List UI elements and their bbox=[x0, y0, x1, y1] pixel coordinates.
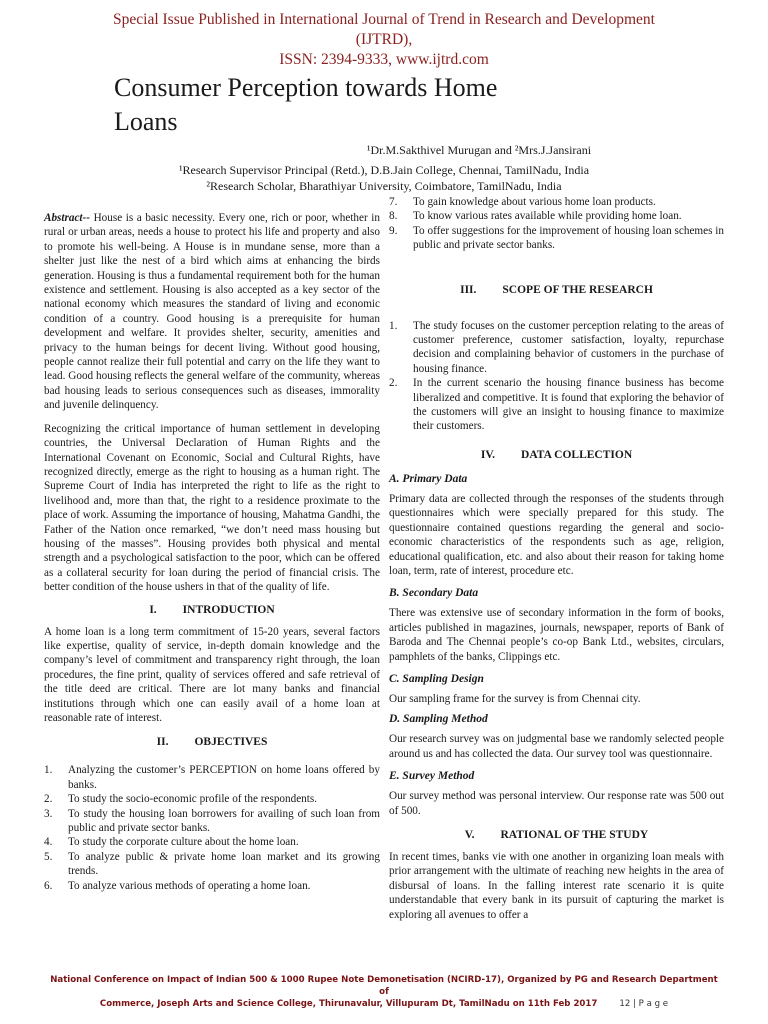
item-text: Analyzing the customer’s PERCEPTION on home loans offered by banks. bbox=[68, 764, 380, 791]
item-number: 7. bbox=[389, 196, 398, 208]
affiliation-1: ¹Research Supervisor Principal (Retd.), D.B.Jain College, Chennai, TamilNadu, India bbox=[178, 163, 590, 177]
item-number: 9. bbox=[389, 224, 398, 237]
list-item bbox=[44, 792, 380, 806]
section-number: III. bbox=[460, 283, 477, 296]
item-text: To study the housing loan borrowers for availing of such loan from public and private sector banks. bbox=[68, 807, 380, 835]
left-column bbox=[44, 211, 380, 893]
scope-list bbox=[389, 319, 724, 434]
section-heading-rational bbox=[389, 828, 724, 842]
paper-title-line-1: Consumer Perception towards Home bbox=[114, 73, 498, 102]
abstract bbox=[44, 211, 380, 413]
journal-header-line-3: ISSN: 2394-9333, www.ijtrd.com bbox=[279, 51, 489, 68]
subheading-survey-method: E. Survey Method bbox=[389, 770, 475, 783]
affiliation-2: ²Research Scholar, Bharathiyar University, Coimbatore, TamilNadu, India bbox=[206, 179, 562, 193]
item-number: 2. bbox=[44, 793, 53, 806]
subheading-sampling-design: C. Sampling Design bbox=[389, 672, 484, 685]
footer-line-2: of bbox=[379, 987, 389, 997]
list-item bbox=[44, 879, 380, 893]
item-text: To gain knowledge about various home loan products. bbox=[413, 196, 656, 208]
section-title: OBJECTIVES bbox=[194, 736, 268, 749]
journal-header-line-2: (IJTRD), bbox=[355, 31, 413, 48]
rational-text: In recent times, banks vie with one another in organizing loan meals with prior arrangement with the ultimate of reaching new heights in the area of disbursal of loans. In the falling interest rate scenario it is quite understandable that every bank in its pursuit of capturing the market is exploring all avenues to offer a bbox=[389, 850, 724, 921]
list-item bbox=[389, 224, 724, 253]
item-text: To offer suggestions for the improvement of housing loan schemes in public and private sector banks. bbox=[413, 224, 724, 252]
section-title: SCOPE OF THE RESEARCH bbox=[502, 283, 653, 296]
section-title: INTRODUCTION bbox=[182, 603, 275, 616]
paper-title-line-2: Loans bbox=[114, 107, 178, 136]
section-heading-introduction bbox=[44, 603, 380, 617]
item-text: In the current scenario the housing finance business has become liberalized and competitive. It is found that exploring the behavior of the customers will give an insight to housing finance to maximize their customers. bbox=[413, 377, 724, 433]
item-text: To study the socio-economic profile of the respondents. bbox=[68, 793, 318, 806]
section-number: I. bbox=[149, 603, 157, 616]
survey-method-text: Our survey method was personal interview. Our response rate was 500 out of 500. bbox=[389, 790, 724, 817]
primary-data-text: Primary data are collected through the responses of the students through questionnaires which were specially prepared for this study. The questionnaire contained questions regarding the general and socio-economic characteristics of the respondents such as age, religion, educational qualification, etc. and also about their reason for taking home loan, term, rate of interest, procedure etc. bbox=[389, 492, 724, 577]
list-item bbox=[44, 835, 380, 849]
list-item bbox=[389, 319, 724, 377]
secondary-data-text: There was extensive use of secondary information in the form of books, articles published in magazines, journals, newspaper, reports of Bank of Baroda and The Chennai people’s co-op Bank Ltd., websites, circulars, pamphlets of the banks, Clippings etc. bbox=[389, 607, 724, 663]
journal-header-line-1: Special Issue Published in International Journal of Trend in Research and Development bbox=[113, 11, 655, 28]
sampling-method-text: Our research survey was on judgmental base we randomly selected people around us and has collected the data. Our survey tool was questionnaire. bbox=[389, 733, 724, 760]
list-item bbox=[389, 376, 724, 434]
item-number: 3. bbox=[44, 807, 53, 820]
page-number: 12 | P a g e bbox=[619, 999, 669, 1009]
section-title: DATA COLLECTION bbox=[521, 448, 633, 461]
item-text: To analyze various methods of operating a home loan. bbox=[68, 879, 311, 892]
item-text: To study the corporate culture about the home loan. bbox=[68, 836, 299, 849]
item-number: 2. bbox=[389, 377, 398, 390]
footer-venue: Commerce, Joseph Arts and Science College, Thirunavalur, Villupuram Dt, TamilNadu on 11th Feb 2017 bbox=[99, 999, 598, 1009]
footer-line-1: National Conference on Impact of Indian 500 & 1000 Rupee Note Demonetisation (NCIRD-17), Organized by PG and Research Department bbox=[50, 975, 718, 985]
section-number: II. bbox=[156, 736, 169, 749]
section-number: IV. bbox=[480, 448, 496, 461]
item-number: 1. bbox=[389, 319, 398, 332]
abstract-text: House is a basic necessity. Every one, rich or poor, whether in rural or urban areas, needs a house to protect his life and property and also to promote his well-being. A House is in mundane sense, more than a shelter just like the nest of a bird which aims at enhancing the birds generation. Housing is thus a fundamental requirement both for the human existence and settlement. Housing is also accepted as a key sector of the national economy which measures the standard of living and economic condition of a country. Good housing is a prerequisite for human development and welfare. It provides shelter, security, amenities and privacy to the human beings for decent living. Without good housing, people cannot realize their full potential and carry on the life they want to lead. Good housing reflects the general welfare of the community, whereas bad housing leads to serious consequences such as diseases, immorality and juvenile delinquency. bbox=[44, 212, 380, 412]
abstract-paragraph-2: Recognizing the critical importance of human settlement in developing countries, the Universal Declaration of Human Rights and the International Covenant on Economic, Social and Cultural Rights, have recognized directly, emerge as the right to housing as a human right. The Supreme Court of India has interpreted the right to life as the right to livelihood and, more than that, the right to a residence proximate to the place of work. Assuming the importance of housing, Mahatma Gandhi, the Father of the Nation once remarked, “we don’t need mass housing but housing of the masses”. Housing provides both physical and mental strength and a psychological satisfaction to the poor, which can be offered as a collateral security for loan during the period of financial crisis. The better condition of the house ushers in that of the quality of life. bbox=[44, 422, 380, 594]
item-number: 1. bbox=[44, 764, 53, 777]
subheading-primary-data: A. Primary Data bbox=[389, 472, 468, 485]
item-number: 8. bbox=[389, 210, 398, 223]
subheading-sampling-method: D. Sampling Method bbox=[389, 713, 488, 726]
section-number: V. bbox=[464, 828, 475, 841]
conference-footer bbox=[30, 974, 738, 1010]
item-text: The study focuses on the customer perception relating to the areas of customer preference, customer satisfaction, loyalty, repurchase decision and complaining behavior of customers in the purchase of housing finance. bbox=[413, 319, 724, 375]
sampling-design-text: Our sampling frame for the survey is from Chennai city. bbox=[389, 692, 641, 705]
authors: ¹Dr.M.Sakthivel Murugan and ²Mrs.J.Jansirani bbox=[366, 143, 592, 157]
section-heading-data-collection bbox=[389, 448, 724, 462]
list-item bbox=[389, 195, 724, 209]
item-number: 4. bbox=[44, 836, 53, 849]
abstract-label: Abstract-- bbox=[44, 212, 90, 224]
journal-header bbox=[40, 10, 728, 70]
introduction-text: A home loan is a long term commitment of 15-20 years, several factors like expertise, quality of service, in-depth domain knowledge and the company’s level of commitment and transparency right through, the loan procedures, the fine print, quality of services offered and safe retrieval of the title deed are critical. There are lot many banks and financial institutions through which one can easily avail of a home loan at reasonable rate of interest. bbox=[44, 625, 380, 724]
list-item bbox=[44, 807, 380, 836]
item-number: 5. bbox=[44, 850, 53, 863]
right-column bbox=[389, 195, 724, 922]
objectives-list-continued bbox=[389, 195, 724, 253]
section-heading-objectives bbox=[44, 735, 380, 749]
list-item bbox=[389, 209, 724, 223]
footer-line-3 bbox=[30, 998, 738, 1010]
item-number: 6. bbox=[44, 879, 53, 892]
section-title: RATIONAL OF THE STUDY bbox=[500, 828, 649, 841]
section-heading-scope bbox=[389, 283, 724, 297]
list-item bbox=[44, 850, 380, 879]
paper-title bbox=[114, 71, 634, 139]
list-item bbox=[44, 763, 380, 792]
item-text: To analyze public & private home loan market and its growing trends. bbox=[68, 850, 380, 878]
subheading-secondary-data: B. Secondary Data bbox=[389, 587, 479, 600]
item-text: To know various rates available while providing home loan. bbox=[413, 210, 682, 223]
objectives-list bbox=[44, 763, 380, 893]
